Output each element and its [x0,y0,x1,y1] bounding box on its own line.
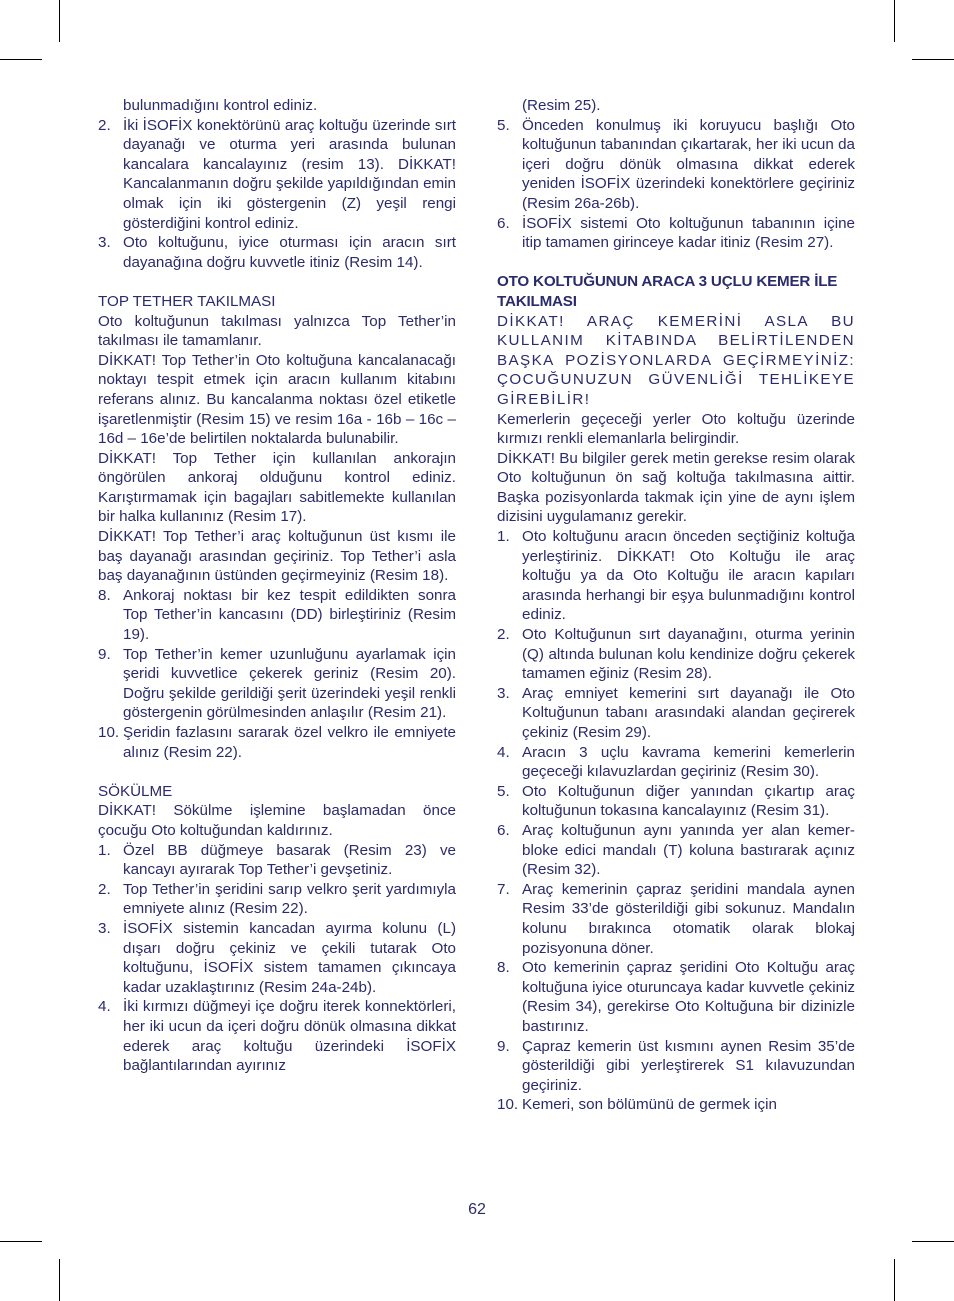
item-number: 6. [497,214,510,232]
list-item [98,586,456,645]
item-number: 3. [497,684,510,702]
paragraph: DİKKAT! Bu bilgiler gerek metin gerekse resim olarak Oto koltuğunun ön sağ koltuğa takılmasına aittir. Başka pozisyonlarda takmak için yine de aynı işlem dizisini uygulamanız gerekir. [497,449,855,526]
item-number: 4. [497,743,510,761]
paragraph: Oto koltuğunun takılması yalnızca Top Tether’in takılması ile tamamlanır. [98,312,456,350]
item-number: 9. [497,1037,510,1055]
item-text: Oto Koltuğunun sırt dayanağını, oturma yerinin (Q) altında bulunan kolu kendinize doğru çekerek tamamen eğiniz (Resim 28). [522,626,855,683]
list-item [497,958,855,1036]
list-item [98,997,456,1075]
item-number: 2. [98,880,111,898]
list-item [98,880,456,919]
item-number: 2. [497,626,510,644]
list-item [497,116,855,214]
item-text: Oto Koltuğunun diğer yanından çıkartıp araç koltuğunun tokasına kancalayınız (Resim 31). [522,782,855,820]
crop-mark [912,1241,954,1242]
item-text: Önceden konulmuş iki koruyucu başlığı Oto koltuğunun tabanından çıkartarak, her iki ucun da içeri doğru dönük olmasına dikkat ederek yeniden İSOFİX üzerindeki konektörlere geçiriniz (Resim 26a-26b). [522,116,855,212]
paragraph: DİKKAT! Top Tether’in Oto koltuğuna kancalanacağı noktayı tespit etmek için aracın kullanım kitabını referans alınız. Bu kancalanma noktası özel etiketle işaretlenmiştir (Resim 15) ve resim 16a - 16b – 16c – 16d – 16e’de belirtilen noktalarda bulunabilir. [98,351,456,448]
item-text: Çapraz kemerin üst kısmını aynen Resim 35’de gösterildiği gibi yerleştirerek S1 kılavuzundan geçiriniz. [522,1037,855,1094]
list-item [98,723,456,762]
item-number: 1. [98,841,111,859]
list-item [497,821,855,880]
item-text: Araç emniyet kemerini sırt dayanağı ile Oto Koltuğunun tabanı arasındaki alandan geçirerek çekiniz (Resim 29). [522,684,855,741]
item-number: 10. [497,1096,519,1114]
list-item [98,645,456,723]
item-text: Özel BB düğmeye basarak (Resim 23) ve kancayı ayırarak Top Tether’i gevşetiniz. [123,841,456,879]
list-item [98,233,456,272]
item-text: Kemeri, son bölümünü de germek için [522,1096,777,1114]
continuation: (Resim 25). [522,97,601,114]
warning-text: DİKKAT! ARAÇ KEMERİNİ ASLA BU KULLANIM KİTABINDA BELİRTİLENDEN BAŞKA POZİSYONLARDA GEÇİRMEYİNİZ: ÇOCUĞUNUZUN GÜVENLİĞİ TEHLİKEYE GİREBİLİR! [497,312,855,408]
item-text: Aracın 3 uçlu kavrama kemerini kemerlerin geçeceği kılavuzlardan geçiriniz (Resim 30). [522,743,855,781]
item-text: İSOFİX sistemi Oto koltuğunun tabanının içine itip tamamen girinceye kadar itiniz (Resim 27). [522,214,855,252]
removal-intro: DİKKAT! Sökülme işlemine başlamadan önce çocuğu Oto koltuğundan kaldırınız. [98,802,456,839]
right-column [497,96,855,1115]
item-number: 4. [98,998,111,1016]
item-number: 1. [497,528,510,546]
item-number: 7. [497,880,510,898]
item-text: Araç koltuğunun aynı yanında yer alan kemer-bloke edici mandalı (T) koluna bastırarak açınız (Resim 32). [522,821,855,879]
top-tether-title: TOP TETHER TAKILMASI [98,292,276,310]
item-text: Oto koltuğunu, iyice oturması için aracın sırt dayanağına doğru kuvvetle itiniz (Resim 14). [123,234,456,271]
paragraph: DİKKAT! Top Tether için kullanılan ankorajın öngörülen ankoraj olduğunu kontrol ediniz. Karıştırmamak için bagajları sabitlemekte kullanılan bir halka kullanınız (Resim 17). [98,449,456,526]
crop-mark [0,1241,42,1242]
list-item [497,625,855,684]
list-item [98,919,456,997]
section-heading: OTO KOLTUĞUNUN ARACA 3 UÇLU KEMER İLE TAKILMASI [497,273,838,310]
list-item [497,684,855,743]
list-item [497,1037,855,1096]
paragraph: Kemerlerin geçeceği yerler Oto koltuğu üzerinde kırmızı renkli elemanlarla belirgindir. [497,410,855,448]
crop-mark [894,0,895,42]
paragraph: DİKKAT! Top Tether’i araç koltuğunun üst kısmı ile baş dayanağı arasından geçiriniz. Top Tether’i asla baş dayanağının üstünden geçirmeyiniz (Resim 18). [98,528,456,585]
item-text: Top Tether’in kemer uzunluğunu ayarlamak için şeridi kuvvetlice çekerek geriniz (Resim 20). Doğru şekilde gerildiği şerit üzerindeki yeşil renkli göstergenin görülmesinden anlaşılır (Resim 21). [123,645,456,722]
item-text: İki kırmızı düğmeyi içe doğru iterek konnektörleri, her iki ucun da içeri doğru dönük olmasına dikkat ederek araç koltuğu üzerindeki İSOFİX bağlantılarından ayırınız [123,998,456,1075]
crop-mark [912,59,954,60]
item-number: 8. [98,586,111,604]
crop-mark [59,1259,60,1301]
item-number: 6. [497,821,510,839]
list-item [497,214,855,253]
left-column [98,96,456,1076]
item-number: 2. [98,116,111,134]
intro-continuation: bulunmadığını kontrol ediniz. [123,97,318,114]
list-item [497,782,855,821]
item-number: 5. [497,116,510,134]
item-text: Oto koltuğunu aracın önceden seçtiğiniz koltuğa yerleştiriniz. DİKKAT! Oto Koltuğu ile araç koltuğu ya da Oto Koltuğu ile aracın kapıları arasında herhangi bir eşya bulunmadığını kontrol ediniz. [522,528,855,624]
list-item [497,743,855,782]
list-item [497,527,855,625]
item-text: Şeridin fazlasını sararak özel velkro ile emniyete alınız (Resim 22). [123,724,456,761]
item-text: İki İSOFİX konektörünü araç koltuğu üzerinde sırt dayanağı ve oturma yeri arasında bulunan kancalara kancalayınız (resim 13). DİKKAT! Kancalanmanın doğru şekilde yapıldığından emin olmak için iki göstergenin (Z) yeşil rengi gösterdiğini kontrol ediniz. [123,116,456,232]
crop-mark [59,0,60,42]
list-item [98,841,456,880]
list-item [98,116,456,234]
page-number: 62 [468,1201,486,1218]
crop-mark [894,1259,895,1301]
item-number: 3. [98,919,111,937]
list-item [497,880,855,958]
item-number: 8. [497,959,510,977]
item-text: Araç kemerinin çapraz şeridini mandala aynen Resim 33’de gösterildiği gibi sokunuz. Mandalın kolunu bırakınca otomatik olarak blokaj pozisyonuna döner. [522,880,855,957]
removal-title: SÖKÜLME [98,782,173,800]
crop-mark [0,59,42,60]
item-number: 10. [98,724,120,741]
item-text: İSOFİX sistemin kancadan ayırma kolunu (L) dışarı doğru çekiniz ve çekili tutarak Oto koltuğunu, İSOFİX sistem tamamen çıkıncaya kadar uzaklaştırınız (Resim 24a-24b). [123,919,456,996]
item-number: 5. [497,782,510,800]
item-text: Top Tether’in şeridini sarıp velkro şerit yardımıyla emniyete alınız (Resim 22). [123,880,456,918]
item-text: Ankoraj noktası bir kez tespit edildikten sonra Top Tether’in kancasını (DD) birleştiriniz (Resim 19). [123,586,456,644]
item-number: 3. [98,234,111,252]
item-number: 9. [98,645,111,663]
list-item [497,1095,855,1115]
item-text: Oto kemerinin çapraz şeridini Oto Koltuğu araç koltuğuna iyice oturuncaya kadar kuvvetle çekiniz (Resim 34), gerekirse Oto Koltuğuna bir dizinizle bastırınız. [522,959,855,1035]
